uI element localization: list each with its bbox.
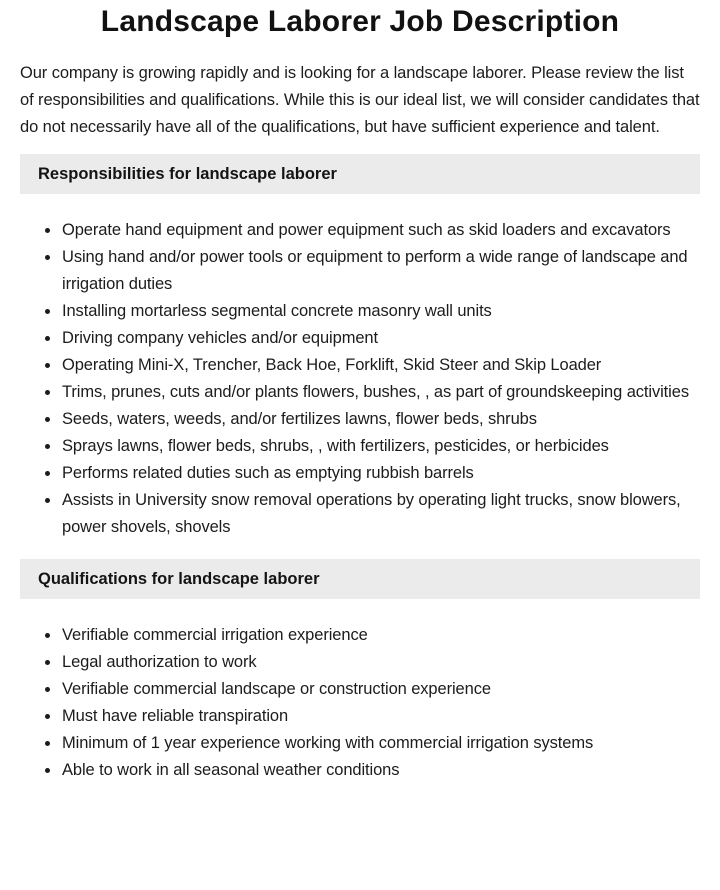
qualifications-section-header [20, 559, 700, 599]
section-qualifications [20, 559, 700, 784]
list-item: Verifiable commercial irrigation experience [20, 622, 700, 649]
list-item: Verifiable commercial landscape or construction experience [20, 676, 700, 703]
qualifications-list [20, 622, 700, 784]
list-item: Driving company vehicles and/or equipment [20, 325, 700, 352]
page-title: Landscape Laborer Job Description [100, 5, 620, 38]
responsibilities-section-header [20, 154, 700, 194]
list-item: Assists in University snow removal operations by operating light trucks, snow blowers, power shovels, shovels [20, 487, 700, 541]
list-item: Sprays lawns, flower beds, shrubs, , with fertilizers, pesticides, or herbicides [20, 433, 700, 460]
list-item: Able to work in all seasonal weather conditions [20, 757, 700, 784]
section-responsibilities [20, 154, 700, 541]
list-item: Performs related duties such as emptying rubbish barrels [20, 460, 700, 487]
list-item: Must have reliable transpiration [20, 703, 700, 730]
list-item: Legal authorization to work [20, 649, 700, 676]
list-item: Operate hand equipment and power equipment such as skid loaders and excavators [20, 217, 700, 244]
list-item: Trims, prunes, cuts and/or plants flowers, bushes, , as part of groundskeeping activities [20, 379, 700, 406]
list-item: Operating Mini-X, Trencher, Back Hoe, Forklift, Skid Steer and Skip Loader [20, 352, 700, 379]
intro-paragraph: Our company is growing rapidly and is looking for a landscape laborer. Please review the list of responsibilities and qualifications. While this is our ideal list, we will consider candidates that do not necessarily have all of the qualifications, but have sufficient experience and talent. [20, 64, 700, 136]
list-item: Using hand and/or power tools or equipment to perform a wide range of landscape and irrigation duties [20, 244, 700, 298]
qualifications-section-heading: Qualifications for landscape laborer [38, 569, 320, 588]
responsibilities-section-heading: Responsibilities for landscape laborer [38, 164, 337, 183]
list-item: Installing mortarless segmental concrete masonry wall units [20, 298, 700, 325]
list-item: Seeds, waters, weeds, and/or fertilizes lawns, flower beds, shrubs [20, 406, 700, 433]
list-item: Minimum of 1 year experience working with commercial irrigation systems [20, 730, 700, 757]
responsibilities-list [20, 217, 700, 541]
